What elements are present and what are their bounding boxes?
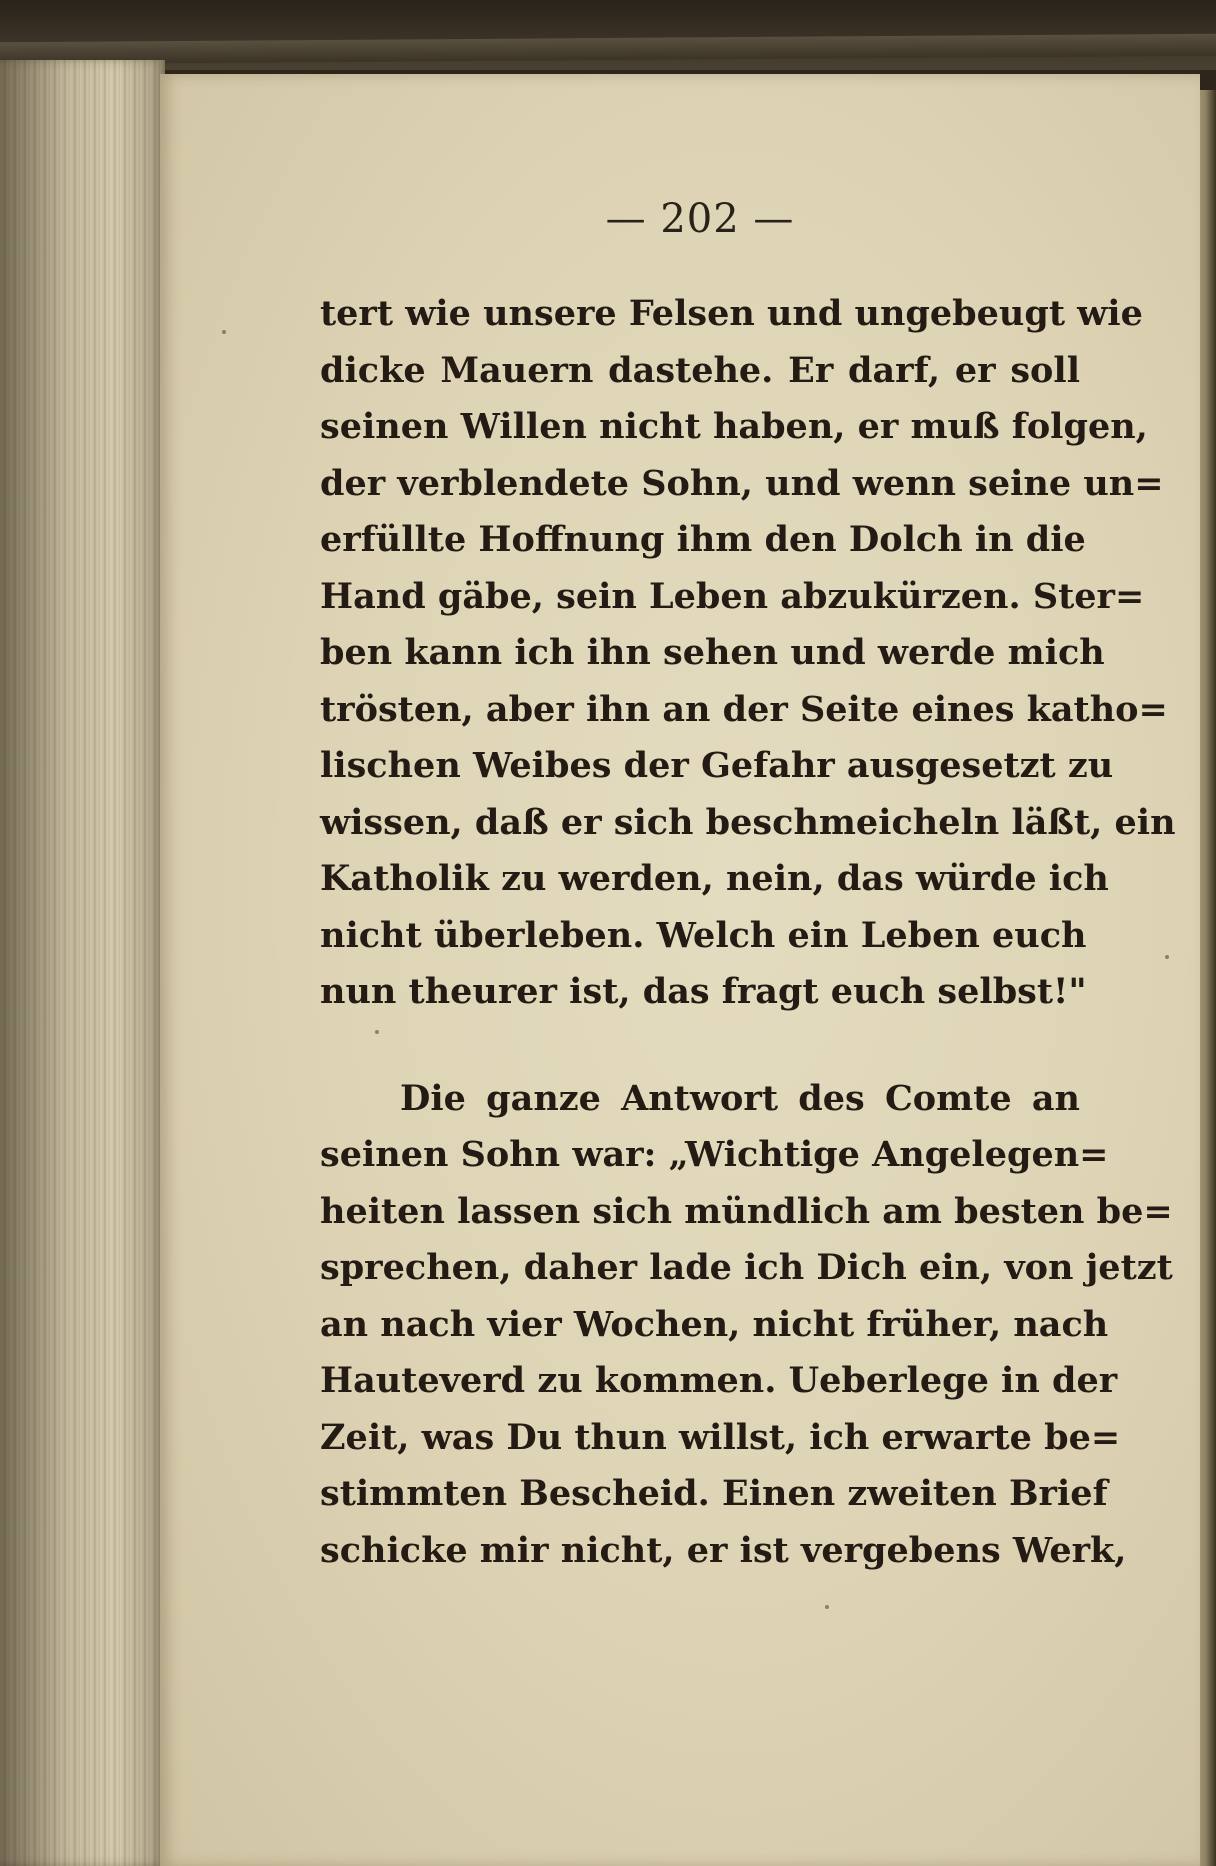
text-line: tert wie unsere Felsen und ungebeugt wie — [320, 293, 1143, 334]
text-line: Hand gäbe, sein Leben abzukürzen. Ster= — [320, 575, 1145, 617]
text-line: dicke Mauern dastehe. Er darf, er soll — [320, 349, 1080, 391]
text-line: Die ganze Antwort des Comte an — [400, 1077, 1080, 1119]
text-line: lischen Weibes der Gefahr ausgesetzt zu — [320, 745, 1114, 786]
text-line: ben kann ich ihn sehen und werde mich — [320, 632, 1105, 673]
text-line: Katholik zu werden, nein, das würde ich — [320, 858, 1109, 899]
page-text — [320, 286, 1176, 1579]
paragraph-1 — [320, 286, 1176, 1021]
page-number: — 202 — — [605, 196, 795, 242]
text-line: Hauteverd zu kommen. Ueberlege in der — [320, 1360, 1118, 1401]
paper-speck — [222, 330, 226, 334]
text-line: sprechen, daher lade ich Dich ein, von jetzt — [320, 1247, 1173, 1288]
text-line: an nach vier Wochen, nicht früher, nach — [320, 1303, 1109, 1345]
text-line: seinen Willen nicht haben, er muß folgen, — [320, 406, 1148, 447]
text-line: der verblendete Sohn, und wenn seine un= — [320, 462, 1164, 504]
text-line: heiten lassen sich mündlich am besten be= — [320, 1190, 1173, 1232]
text-line: trösten, aber ihn an der Seite eines katho= — [320, 688, 1168, 730]
text-line: erfüllte Hoffnung ihm den Dolch in die — [320, 519, 1086, 560]
text-line: nicht überleben. Welch ein Leben euch — [320, 914, 1087, 956]
paper-speck — [1165, 955, 1169, 959]
text-line: stimmten Bescheid. Einen zweiten Brief — [320, 1473, 1108, 1514]
text-line: seinen Sohn war: „Wichtige Angelegen= — [320, 1134, 1109, 1175]
text-line: wissen, daß er sich beschmeicheln läßt, ein — [320, 801, 1176, 843]
text-line: schicke mir nicht, er ist vergebens Werk, — [320, 1529, 1127, 1571]
paragraph-gap — [320, 1021, 1080, 1071]
paper-speck — [375, 1030, 379, 1034]
text-line: nun theurer ist, das fragt euch selbst!" — [320, 971, 1087, 1012]
paragraph-2 — [320, 1071, 1173, 1580]
page-edges-shadow — [0, 60, 165, 1866]
text-line: Zeit, was Du thun willst, ich erwarte be= — [320, 1416, 1121, 1458]
paper-speck — [825, 1605, 829, 1609]
